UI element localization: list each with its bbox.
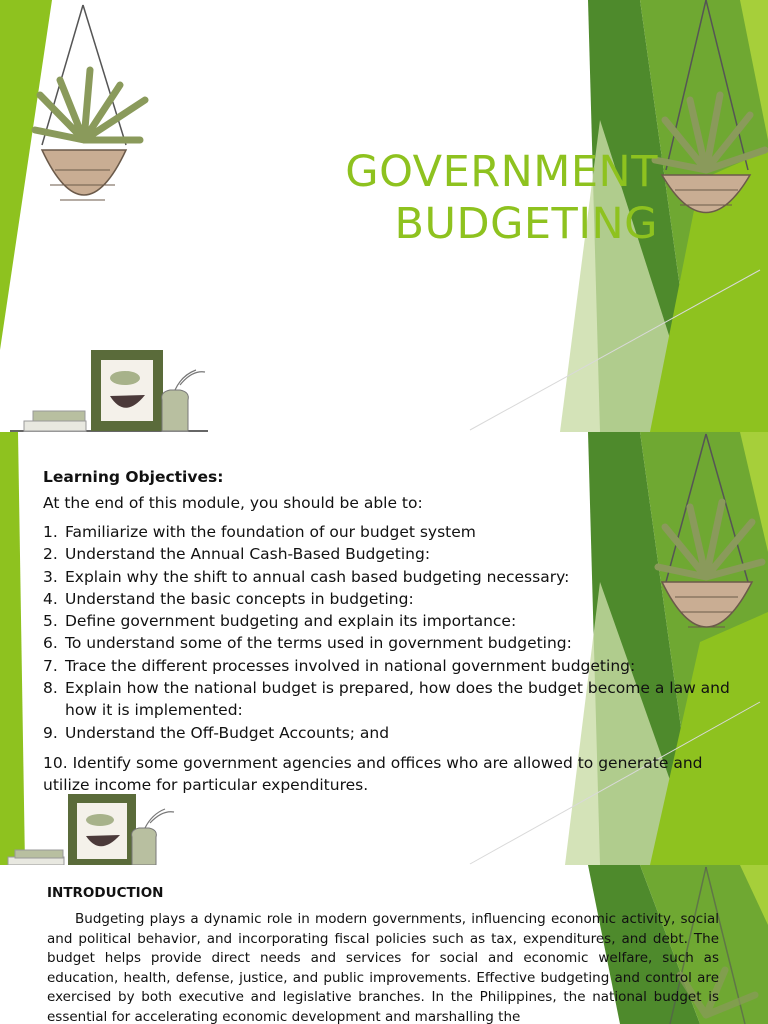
picture-frame-icon — [68, 794, 136, 865]
objectives-intro: At the end of this module, you should be able to: — [43, 494, 423, 512]
objective-number: 8. — [43, 679, 58, 698]
hanging-plant-icon — [35, 5, 145, 200]
books-icon — [8, 850, 64, 865]
objective-item-10: 10. Identify some government agencies and offices who are allowed to generate and utilize income for particular expenditures. — [43, 753, 703, 795]
objective-text: Define government budgeting and explain its importance: — [65, 612, 517, 631]
objective-number: 7. — [43, 656, 58, 675]
slide-title — [345, 146, 658, 250]
objective-item-6 — [43, 632, 733, 654]
objective-item-5 — [43, 610, 733, 632]
objective-item-7 — [43, 655, 733, 677]
objective-number: 3. — [43, 567, 58, 586]
objective-number: 9. — [43, 723, 58, 742]
objective-text: Trace the different processes involved in national government budgeting: — [65, 656, 636, 675]
objective-item-2 — [43, 543, 733, 565]
vase-icon — [132, 809, 174, 865]
objective-item-8 — [43, 677, 733, 722]
objective-item-1 — [43, 521, 733, 543]
shelf-decoration — [8, 794, 174, 865]
objectives-list — [43, 521, 733, 744]
objective-text: Understand the Off-Budget Accounts; and — [65, 723, 390, 742]
objective-text: Understand the basic concepts in budgeting: — [65, 589, 414, 608]
introduction-body: Budgeting plays a dynamic role in modern governments, influencing economic activity, social and political behavior, and incorporating fiscal policies such as tax, expenditures, and debt. The budget helps provide direct needs and services for social and economic welfare, such as education, health, defense, justice, and public improvements. Effective budgeting and control are exercised by both executive and legislative branches. In the Philippines, the national budget is essential for accelerating economic development and marshalling the — [47, 911, 719, 1024]
introduction-slide — [0, 865, 768, 1024]
objective-number: 4. — [43, 589, 58, 608]
learning-objectives — [43, 468, 733, 797]
picture-frame-icon — [91, 350, 163, 431]
title-slide — [0, 0, 768, 432]
shelf-decoration — [10, 350, 208, 431]
objective-item-3 — [43, 566, 733, 588]
vase-icon — [162, 370, 205, 431]
objective-text: Explain how the national budget is prepared, how does the budget become a law and how it is implemented: — [65, 679, 730, 720]
objectives-heading: Learning Objectives: — [43, 468, 224, 486]
objective-number: 1. — [43, 523, 58, 541]
objective-text: Understand the Annual Cash-Based Budgeting: — [65, 545, 431, 564]
title-line-2: BUDGETING — [394, 199, 658, 249]
introduction-heading: INTRODUCTION — [47, 885, 164, 901]
books-icon — [24, 411, 86, 431]
objective-number: 2. — [43, 545, 58, 564]
objective-number: 5. — [43, 612, 58, 631]
objective-number: 6. — [43, 634, 58, 653]
title-line-1: GOVERNMENT — [345, 147, 658, 197]
objective-text: Explain why the shift to annual cash based budgeting necessary: — [65, 567, 570, 586]
objective-text: Familiarize with the foundation of our budget system — [65, 523, 476, 541]
objective-item-4 — [43, 588, 733, 610]
objective-item-9 — [43, 722, 733, 744]
objective-text: To understand some of the terms used in government budgeting: — [65, 634, 572, 653]
objectives-slide — [0, 432, 768, 865]
